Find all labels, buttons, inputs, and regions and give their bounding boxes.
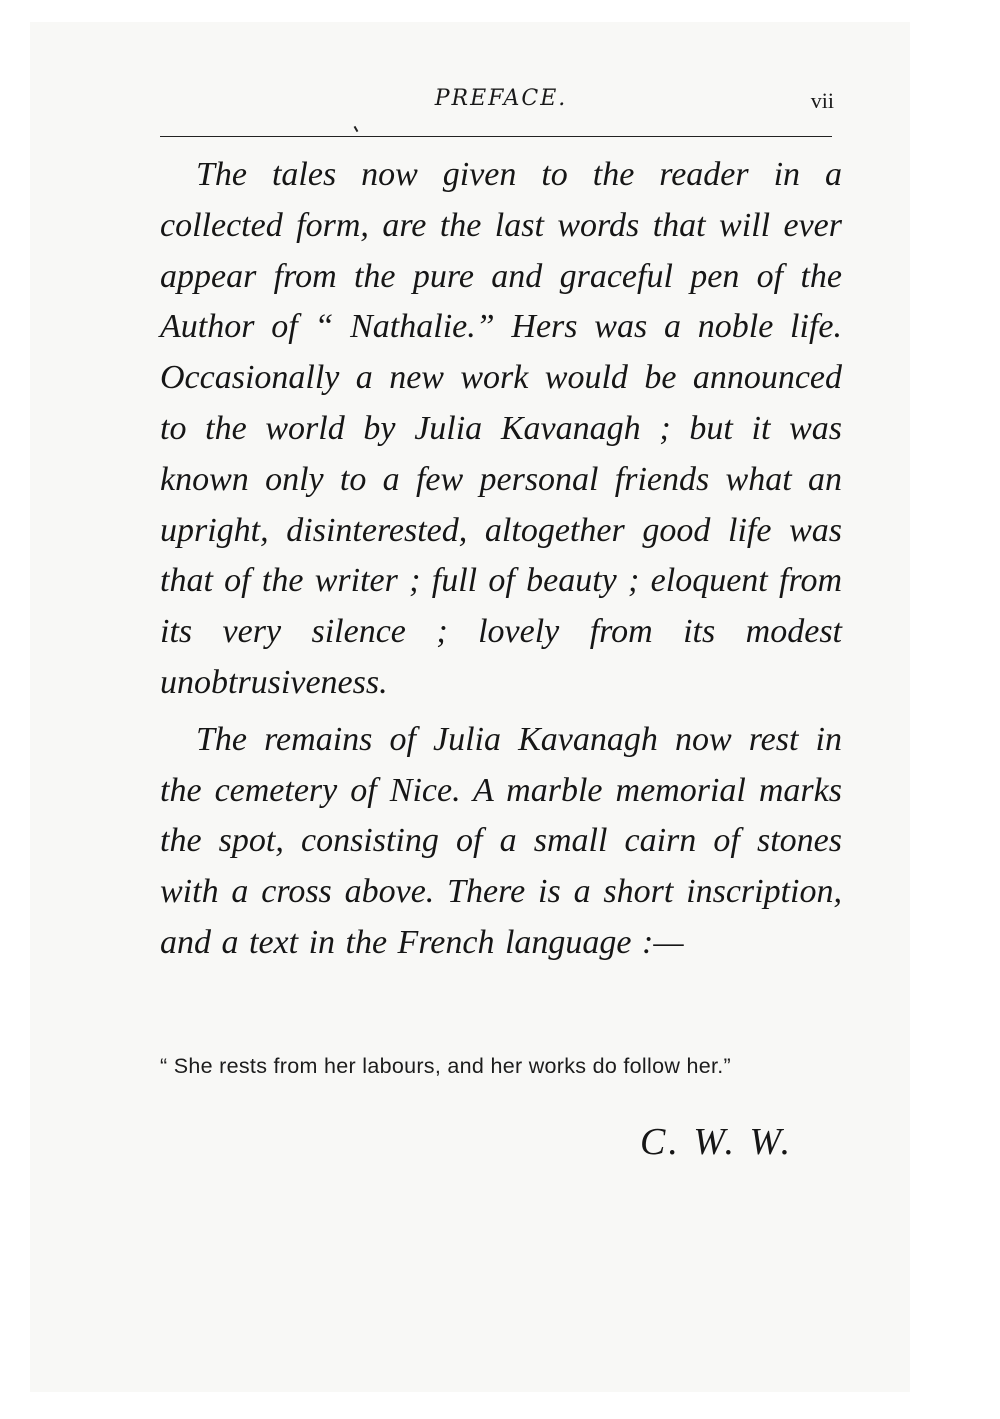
paragraph-one: The tales now given to the reader in a collected form, are the last words that will ever appear from the pure and graceful pen of the Author of “ Nathalie.” Hers was a noble life. Occasionally a new work would be announced to the world by Julia Kavanagh ; but it was known only to a few personal friends what an upright, disinterested, altogether good life was that of the writer ; full of beauty ; eloquent from its very silence ; lovely from its modest unobtrusiveness.	[160, 156, 842, 701]
inscription-quote: “ She rests from her labours, and her works do follow her.”	[160, 1054, 731, 1078]
running-head	[160, 86, 842, 122]
paragraph-two: The remains of Julia Kavanagh now rest in the cemetery of Nice. A marble memorial marks the spot, consisting of a small cairn of stones with a cross above. There is a short inscription, and a text in the French language :—	[160, 720, 842, 961]
preface-body	[160, 150, 842, 969]
page-number: vii	[810, 88, 834, 113]
header-rule	[160, 136, 832, 137]
running-title: PREFACE.	[434, 86, 568, 111]
author-initials: C. W. W.	[640, 1121, 794, 1163]
